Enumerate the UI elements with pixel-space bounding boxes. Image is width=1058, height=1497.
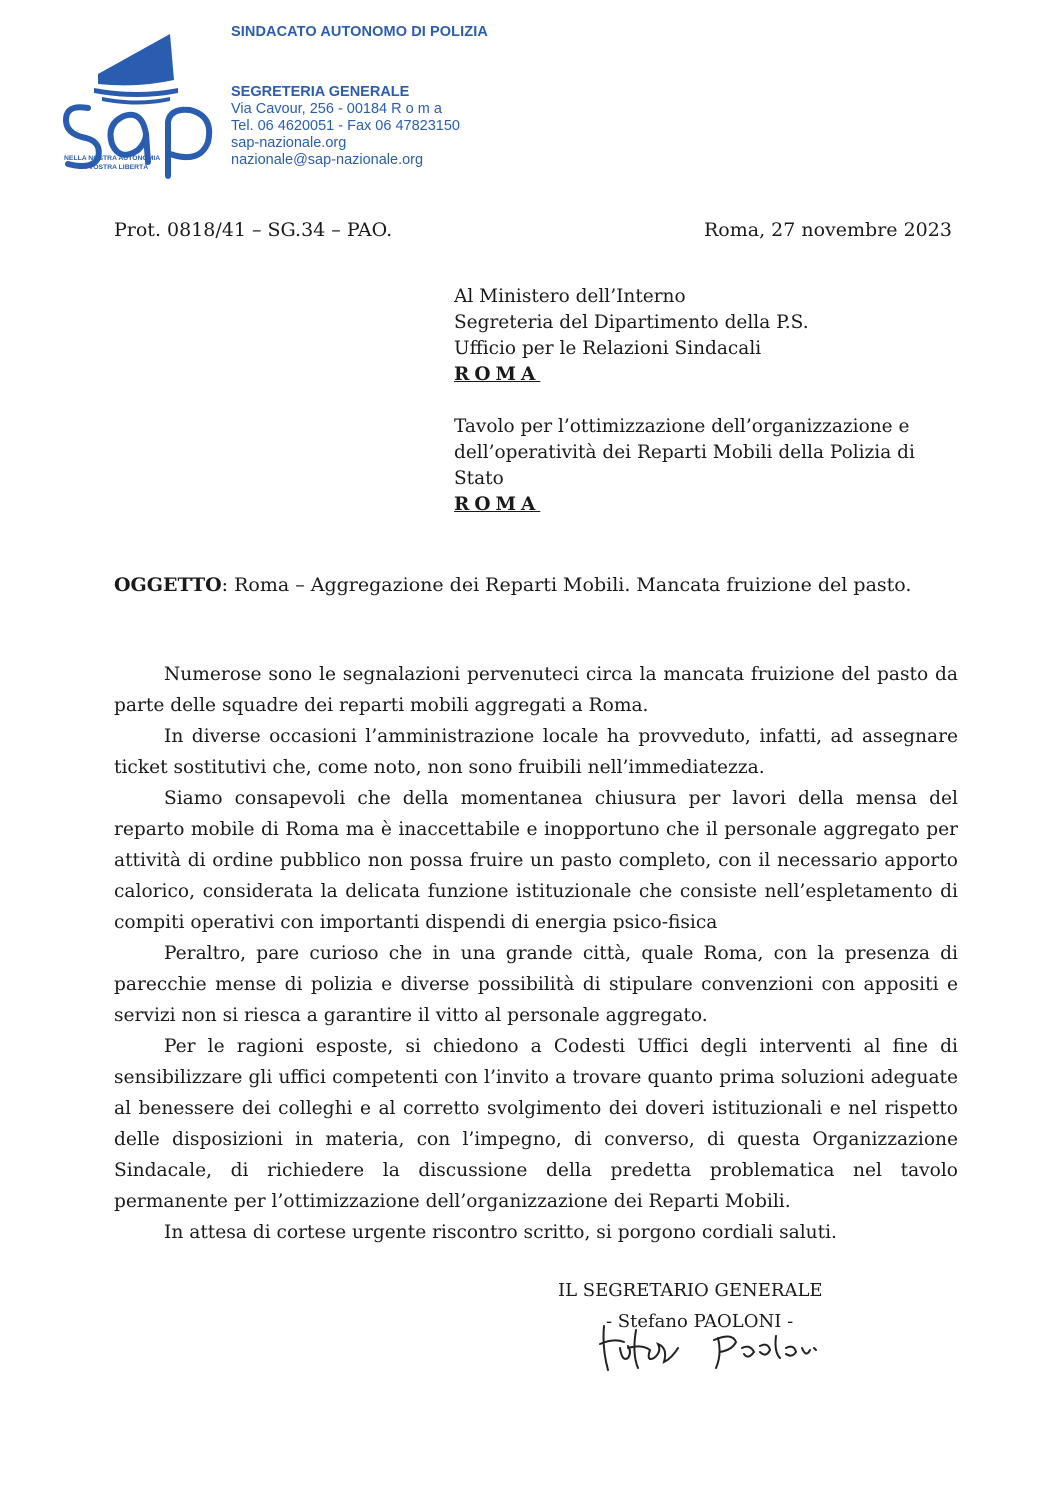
body-paragraph: Per le ragioni esposte, si chiedono a Codesti Uffici degli interventi al fine di sensibilizzare gli uffici competenti con l’invito a trovare quanto prima soluzioni adeguate al benessere dei colleghi e al corretto svolgimento dei doveri istituzionali e nel rispetto delle disposizioni in materia, con l’impegno, di converso, di questa Organizzazione Sindacale, di richiedere la discussione della predetta problematica nel tavolo permanente per l’ottimizzazione dell’organizzazione dei Reparti Mobili. <box>114 1036 958 1212</box>
letter-body <box>114 659 958 1248</box>
body-paragraph: Peraltro, pare curioso che in una grande città, quale Roma, con la presenza di parecchie mense di polizia e diverse possibilità di stipulare convenzioni con appositi e servizi non si riesca a garantire il vitto al personale aggregato. <box>114 943 958 1026</box>
body-paragraph: Numerose sono le segnalazioni pervenuteci circa la mancata fruizione del pasto da parte delle squadre dei reparti mobili aggregati a Roma. <box>114 664 958 716</box>
subject-label: OGGETTO <box>114 574 222 596</box>
recipient-line: Ufficio per le Relazioni Sindacali <box>454 338 762 359</box>
signature-title: IL SEGRETARIO GENERALE <box>558 1280 823 1301</box>
section-title: SEGRETERIA GENERALE <box>231 84 410 100</box>
logo-motto-line1: NELLA NOSTRA AUTONOMIA <box>64 155 161 162</box>
phone-fax: Tel. 06 4620051 - Fax 06 47823150 <box>231 118 460 134</box>
recipient-line: Stato <box>454 468 504 489</box>
recipient-line: Al Ministero dell’Interno <box>454 286 686 307</box>
subject-text: : Roma – Aggregazione dei Reparti Mobili. Mancata fruizione del pasto. <box>221 574 912 596</box>
recipient-line: dell’operatività dei Reparti Mobili della Polizia di <box>454 442 915 463</box>
recipient-line: Segreteria del Dipartimento della P.S. <box>454 312 809 333</box>
signature-name: - Stefano PAOLONI - <box>606 1311 794 1332</box>
recipient-city: ROMA <box>454 494 541 515</box>
organization-name: SINDACATO AUTONOMO DI POLIZIA <box>231 24 488 40</box>
address: Via Cavour, 256 - 00184 R o m a <box>231 101 442 117</box>
recipient-line: Tavolo per l’ottimizzazione dell’organizzazione e <box>454 416 910 437</box>
email-link[interactable]: nazionale@sap-nazionale.org <box>231 152 424 168</box>
recipients-block <box>454 284 944 518</box>
protocol-number: Prot. 0818/41 – SG.34 – PAO. <box>114 219 393 241</box>
logo-motto-line2: LA VOSTRA LIBERTÀ <box>78 164 149 171</box>
body-paragraph: In attesa di cortese urgente riscontro scritto, si porgono cordiali saluti. <box>164 1222 837 1243</box>
body-paragraph: In diverse occasioni l’amministrazione locale ha provveduto, infatti, ad assegnare ticket sostitutivi che, come noto, non sono fruibili nell’immediatezza. <box>114 726 958 778</box>
sap-logo <box>58 30 228 180</box>
handwritten-signature <box>598 1318 828 1378</box>
recipient-table <box>454 414 944 518</box>
recipient-city: ROMA <box>454 364 541 385</box>
website-link[interactable]: sap-nazionale.org <box>231 135 347 151</box>
subject-line <box>114 574 911 596</box>
recipient-ministry <box>454 284 944 388</box>
contact-block <box>231 84 460 169</box>
letter-date: Roma, 27 novembre 2023 <box>704 219 952 241</box>
body-paragraph: Siamo consapevoli che della momentanea chiusura per lavori della mensa del reparto mobile di Roma ma è inaccettabile e inopportuno che il personale aggregato per attività di ordine pubblico non possa fruire un pasto completo, con il necessario apporto calorico, considerata la delicata funzione istituzionale che consiste nell’espletamento di compiti operativi con importanti dispendi di energia psico-fisica <box>114 788 958 933</box>
